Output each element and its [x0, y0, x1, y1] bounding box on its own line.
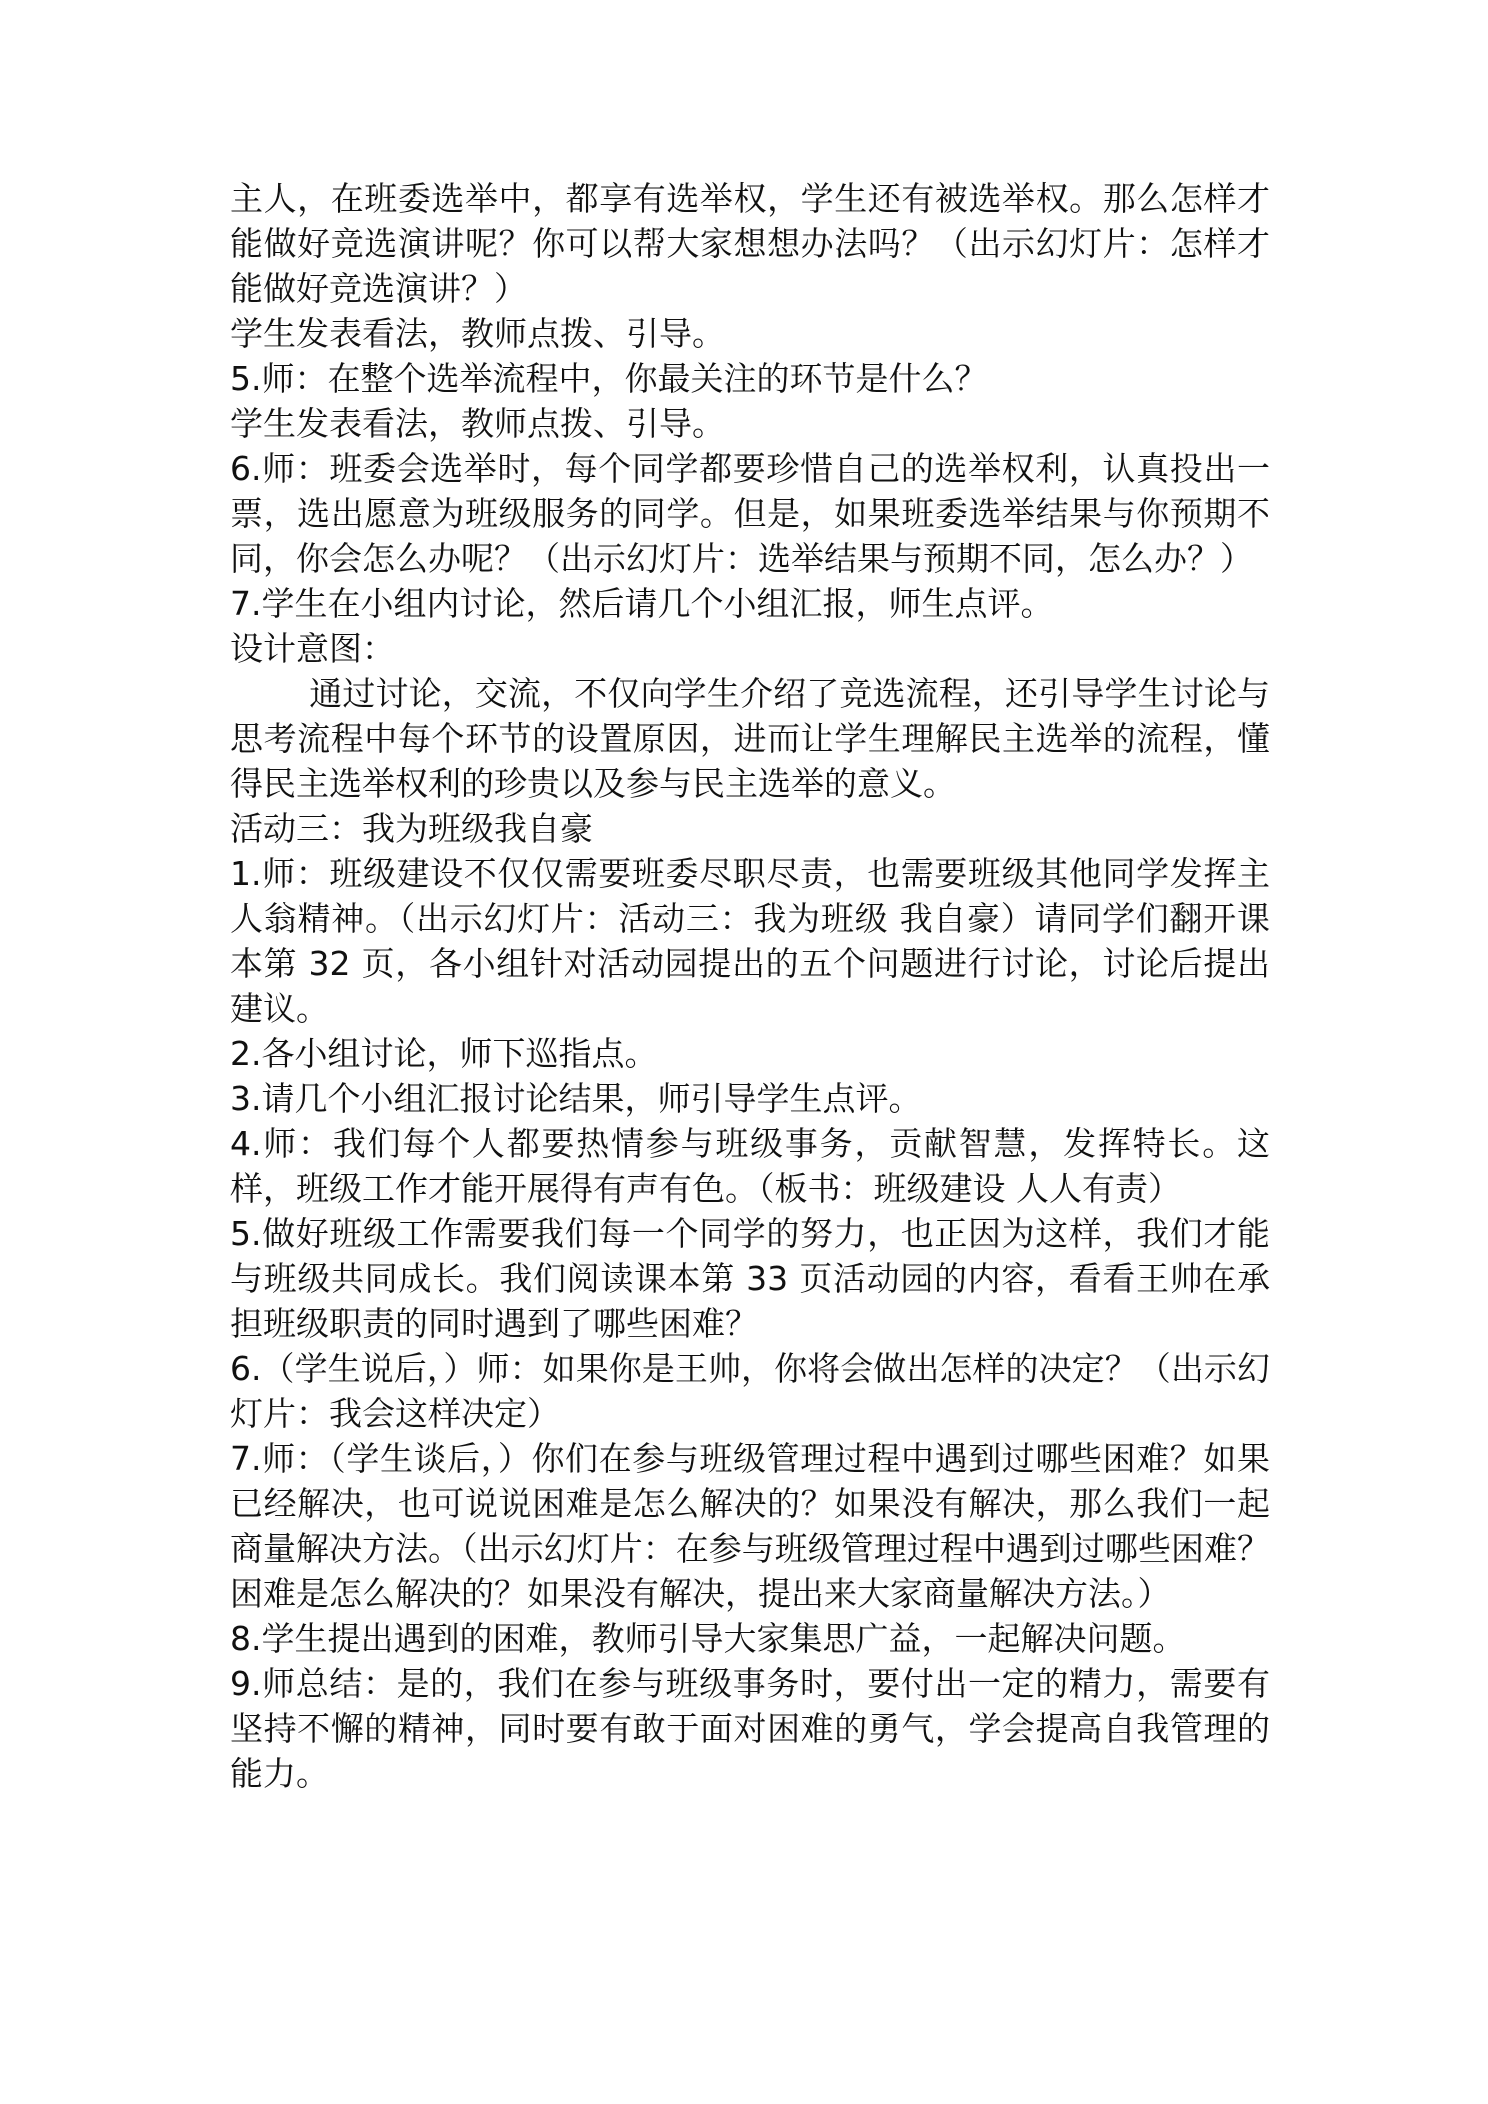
section-heading: 设计意图： [230, 629, 395, 668]
paragraph: 6.师：班委会选举时，每个同学都要珍惜自己的选举权利，认真投出一票，选出愿意为班级服务的同学。但是，如果班委选举结果与你预期不同，你会怎么办呢？（出示幻灯片：选举结果与预期不同，怎么办？） [230, 449, 1270, 578]
section-heading: 活动三：我为班级我自豪 [230, 809, 593, 848]
paragraph: 7.师：（学生谈后，）你们在参与班级管理过程中遇到过哪些困难？如果已经解决，也可说说困难是怎么解决的？如果没有解决，那么我们一起商量解决方法。（出示幻灯片：在参与班级管理过程中遇到过哪些困难？困难是怎么解决的？如果没有解决，提出来大家商量解决方法。） [230, 1439, 1270, 1613]
paragraph: 1.师：班级建设不仅仅需要班委尽职尽责，也需要班级其他同学发挥主人翁精神。（出示幻灯片：活动三：我为班级 我自豪）请同学们翻开课本第 32 页，各小组针对活动园提出的五个问题进行讨论，讨论后提出建议。 [230, 854, 1270, 1028]
paragraph: 5.师：在整个选举流程中，你最关注的环节是什么？ [230, 359, 988, 398]
paragraph: 4.师：我们每个人都要热情参与班级事务，贡献智慧，发挥特长。这样，班级工作才能开展得有声有色。（板书：班级建设 人人有责） [230, 1124, 1270, 1208]
paragraph: 9.师总结：是的，我们在参与班级事务时，要付出一定的精力，需要有坚持不懈的精神，同时要有敢于面对困难的勇气，学会提高自我管理的能力。 [230, 1664, 1270, 1793]
paragraph: 学生发表看法，教师点拨、引导。 [230, 314, 725, 353]
paragraph: 3.请几个小组汇报讨论结果，师引导学生点评。 [230, 1079, 922, 1118]
paragraph: 学生发表看法，教师点拨、引导。 [230, 404, 725, 443]
paragraph: 6.（学生说后，）师：如果你是王帅，你将会做出怎样的决定？（出示幻灯片：我会这样决定） [230, 1349, 1270, 1433]
paragraph: 5.做好班级工作需要我们每一个同学的努力，也正因为这样，我们才能与班级共同成长。我们阅读课本第 33 页活动园的内容，看看王帅在承担班级职责的同时遇到了哪些困难？ [230, 1214, 1270, 1343]
paragraph: 通过讨论，交流，不仅向学生介绍了竞选流程，还引导学生讨论与思考流程中每个环节的设置原因，进而让学生理解民主选举的流程，懂得民主选举权利的珍贵以及参与民主选举的意义。 [230, 674, 1270, 803]
paragraph: 7.学生在小组内讨论，然后请几个小组汇报，师生点评。 [230, 584, 1054, 623]
paragraph: 主人，在班委选举中，都享有选举权，学生还有被选举权。那么怎样才能做好竞选演讲呢？你可以帮大家想想办法吗？（出示幻灯片：怎样才能做好竞选演讲？） [230, 179, 1270, 308]
paragraph: 2.各小组讨论，师下巡指点。 [230, 1034, 658, 1073]
paragraph: 8.学生提出遇到的困难，教师引导大家集思广益，一起解决问题。 [230, 1619, 1186, 1658]
document-body [230, 176, 1270, 1796]
